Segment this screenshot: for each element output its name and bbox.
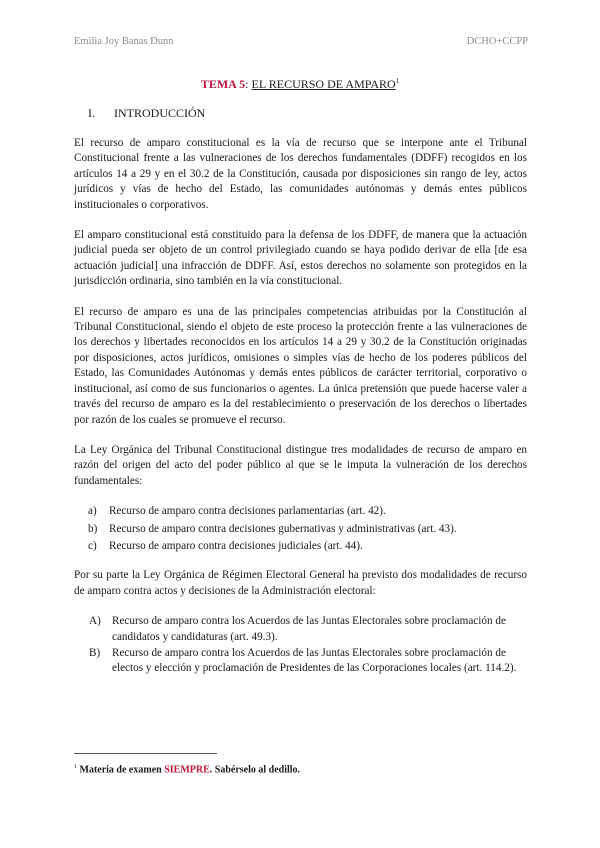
list-item-label: c) [88, 539, 97, 552]
footnote-highlight: SIEMPRE [164, 764, 210, 776]
paragraph-5: Por su parte la Ley Orgánica de Régimen Electoral General ha previsto dos modalidades de recurso de amparo contra actos y decisiones de la Administración electoral: [74, 569, 527, 597]
title-separator: : [245, 77, 252, 91]
footnote [74, 764, 300, 775]
section-heading [88, 106, 205, 121]
paragraph-2: El amparo constitucional está constituido para la defensa de los DDFF, de manera que la actuación judicial pueda ser objeto de un control privilegiado cuando se haya podido derivar de ella [de esa actuación judicial] una infracción de DDFF. Así, estos derechos no solamente son protegidos en la jurisdicción ordinaria, sino también en la vía constitucional. [74, 229, 527, 288]
list-item-text: Recurso de amparo contra decisiones parlamentarias (art. 42). [109, 505, 386, 518]
section-number: I. [88, 106, 95, 120]
paragraph-4: La Ley Orgánica del Tribunal Constitucional distingue tres modalidades de recurso de amparo en razón del origen del acto del poder público al que se le imputa la vulneración de los derechos fundamentales: [74, 443, 527, 487]
section-title: INTRODUCCIÓN [114, 106, 206, 120]
page-title [0, 77, 600, 92]
paragraph-1: El recurso de amparo constitucional es la vía de recurso que se interpone ante el Tribunal Constitucional frente a las vulneraciones de los derechos fundamentales (DDFF) recogidos en los artículos 14 a 29 y en el 30.2 de la Constitución, causada por disposiciones sin rango de ley, actos jurídicos y vías de hecho del Estado, las comunidades autónomas y demás entes públicos institucionales o corporativos. [74, 137, 527, 211]
list-lhotc-modalities [74, 504, 527, 554]
title-footnote-ref: 1 [395, 77, 400, 85]
list-item [74, 646, 527, 677]
list-item [74, 522, 527, 537]
list-item-label: A) [89, 615, 101, 628]
list-item-text: Recurso de amparo contra los Acuerdos de las Juntas Electorales sobre proclamación de electos y elección y proclamación de Presidentes de las Corporaciones locales (art. 114.2). [112, 646, 517, 675]
list-item-text: Recurso de amparo contra decisiones judiciales (art. 44). [109, 539, 363, 552]
list-loreg-modalities [74, 614, 527, 677]
list-item-label: a) [88, 505, 97, 518]
title-main: EL RECURSO DE AMPARO [251, 77, 396, 91]
footnote-divider [74, 753, 217, 754]
paragraph-3: El recurso de amparo es una de las principales competencias atribuidas por la Constitución al Tribunal Constitucional, siendo el objeto de este proceso la protección frente a las vulneraciones de los derechos y libertades reconocidos en los artículos 14 a 29 y 30.2 de la Constitución originadas por disposiciones, actos jurídicos, omisiones o simples vías de hecho de los poderes públicos del Estado, las Comunidades Autónomas y demás entes públicos de carácter territorial, corporativo o institucional, así como de sus funcionarios o agentes. La única pretensión que puede hacerse valer a través del recurso de amparo es la del restablecimiento o preservación de los derechos o libertades por razón de los cuales se promueve el recurso. [74, 305, 527, 426]
footnote-text-before: Materia de examen [79, 764, 165, 776]
document-body [74, 136, 527, 691]
list-item-label: b) [88, 522, 98, 535]
footnote-ref: 1 [74, 764, 77, 770]
title-tema: TEMA 5 [200, 77, 246, 91]
list-item [74, 614, 527, 645]
list-item-text: Recurso de amparo contra decisiones gubernativas y administrativas (art. 43). [109, 522, 457, 535]
list-item [74, 539, 527, 554]
header-course: DCHO+CCPP [466, 36, 528, 47]
list-item-text: Recurso de amparo contra los Acuerdos de las Juntas Electorales sobre proclamación de candidatos y candidaturas (art. 49.3). [112, 615, 506, 643]
footnote-text-after: . Sabérselo al dedillo. [209, 764, 301, 776]
header-author: Emilia Joy Banas Dunn [74, 36, 174, 47]
list-item-label: B) [89, 646, 101, 659]
list-item [74, 504, 527, 519]
